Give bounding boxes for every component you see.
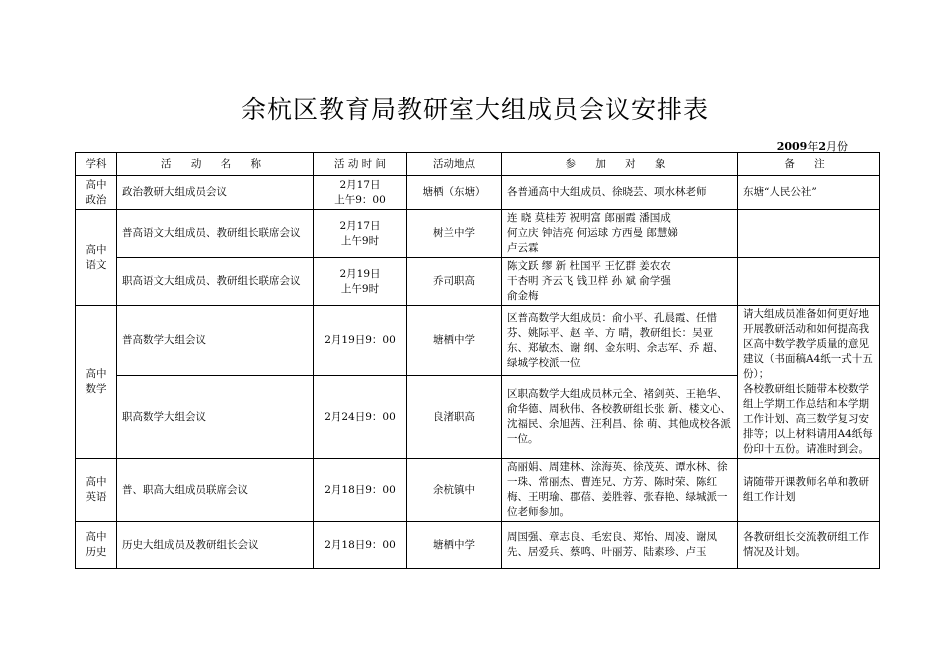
notes-cell: 请随带开课教师名单和教研组工作计划 xyxy=(738,459,880,522)
time-cell: 2月17日 上午9：00 xyxy=(314,176,407,210)
participants-cell: 高丽娟、周建林、涂海英、徐茂英、谭水林、徐一珠、常丽杰、曹连兄、方芳、陈时荣、陈红梅、王明瑜、郡蓓、姜胜蓉、张春艳、绿城派一位老师参加。 xyxy=(502,459,738,522)
activity-cell: 政治教研大组成员会议 xyxy=(117,176,314,210)
notes-cell: 东塘“人民公社” xyxy=(738,176,880,210)
activity-cell: 职高语文大组成员、教研组长联席会议 xyxy=(117,258,314,306)
time-cell: 2月18日9：00 xyxy=(314,459,407,522)
table-row xyxy=(76,459,880,522)
subject-cell: 高中 历史 xyxy=(76,522,117,569)
participants-cell: 各普通高中大组成员、徐晓芸、项水林老师 xyxy=(502,176,738,210)
location-cell: 塘栖（东塘） xyxy=(407,176,502,210)
activity-cell: 普高语文大组成员、教研组长联席会议 xyxy=(117,210,314,258)
header-activity: 活 动 名 称 xyxy=(117,153,314,176)
header-subject: 学科 xyxy=(76,153,117,176)
location-cell: 良渚职高 xyxy=(407,376,502,459)
participants-cell: 陈文跃 缪 新 杜国平 王忆群 姜农农 干杏明 齐云飞 钱卫样 孙 斌 俞学强 俞金梅 xyxy=(502,258,738,306)
time-cell: 2月19日9：00 xyxy=(314,306,407,376)
subject-cell: 高中 政治 xyxy=(76,176,117,210)
table-header-row xyxy=(76,153,880,176)
notes-cell xyxy=(738,258,880,306)
time-cell: 2月18日9：00 xyxy=(314,522,407,569)
location-cell: 塘栖中学 xyxy=(407,522,502,569)
subject-cell: 高中 英语 xyxy=(76,459,117,522)
notes-cell: 各教研组长交流教研组工作情况及计划。 xyxy=(738,522,880,569)
table-row xyxy=(76,258,880,306)
subject-cell: 高中 语文 xyxy=(76,210,117,306)
location-cell: 塘栖中学 xyxy=(407,306,502,376)
activity-cell: 普高数学大组会议 xyxy=(117,306,314,376)
table-row xyxy=(76,306,880,376)
header-time: 活 动 时 间 xyxy=(314,153,407,176)
participants-cell: 周国强、章志良、毛宏良、郑怡、周凌、谢凤先、居爱兵、蔡鸣、叶丽芳、陆素珍、卢玉 xyxy=(502,522,738,569)
activity-cell: 历史大组成员及教研组长会议 xyxy=(117,522,314,569)
header-participants: 参 加 对 象 xyxy=(502,153,738,176)
time-cell: 2月24日9：00 xyxy=(314,376,407,459)
table-row xyxy=(76,522,880,569)
location-cell: 余杭镇中 xyxy=(407,459,502,522)
table-row xyxy=(76,210,880,258)
date-label: 2009年2月份 xyxy=(776,140,848,153)
page-title: 余杭区教育局教研室大组成员会议安排表 xyxy=(240,95,709,124)
header-notes: 备 注 xyxy=(738,153,880,176)
schedule-table xyxy=(75,152,880,569)
participants-cell: 区普高数学大组成员：俞小平、孔晨霞、任惜芬、姚际平、赵 辛、方 晴，教研组长：吴亚东、郑敏杰、谢 纲、金东明、余志军、乔 超、绿城学校派一位 xyxy=(502,306,738,376)
header-location: 活动地点 xyxy=(407,153,502,176)
location-cell: 乔司职高 xyxy=(407,258,502,306)
time-cell: 2月17日 上午9时 xyxy=(314,210,407,258)
participants-cell: 区职高数学大组成员林元全、褚剑英、王艳华、俞华德、周秋伟、各校教研组长张 新、楼文心、沈福民、余旭茜、汪利昌、徐 萌、其他成校各派一位。 xyxy=(502,376,738,459)
notes-cell xyxy=(738,210,880,258)
notes-cell: 请大组成员准备如何更好地开展教研活动和如何提高我区高中数学教学质量的意见建议（书面稿A4纸一式十五份）； 各校教研组长随带本校数学组上学期工作总结和本学期工作计划、高三数学复习安排等；以上材料请用A4纸每份印十五份。请准时到会。 xyxy=(738,306,880,459)
time-cell: 2月19日 上午9时 xyxy=(314,258,407,306)
location-cell: 树兰中学 xyxy=(407,210,502,258)
activity-cell: 普、职高大组成员联席会议 xyxy=(117,459,314,522)
participants-cell: 连 晓 莫桂芳 祝明富 郎丽霞 潘国成 何立庆 钟洁亮 何运球 方西曼 郎慧娣 卢云霖 xyxy=(502,210,738,258)
table-row xyxy=(76,176,880,210)
subject-cell: 高中 数学 xyxy=(76,306,117,459)
activity-cell: 职高数学大组会议 xyxy=(117,376,314,459)
